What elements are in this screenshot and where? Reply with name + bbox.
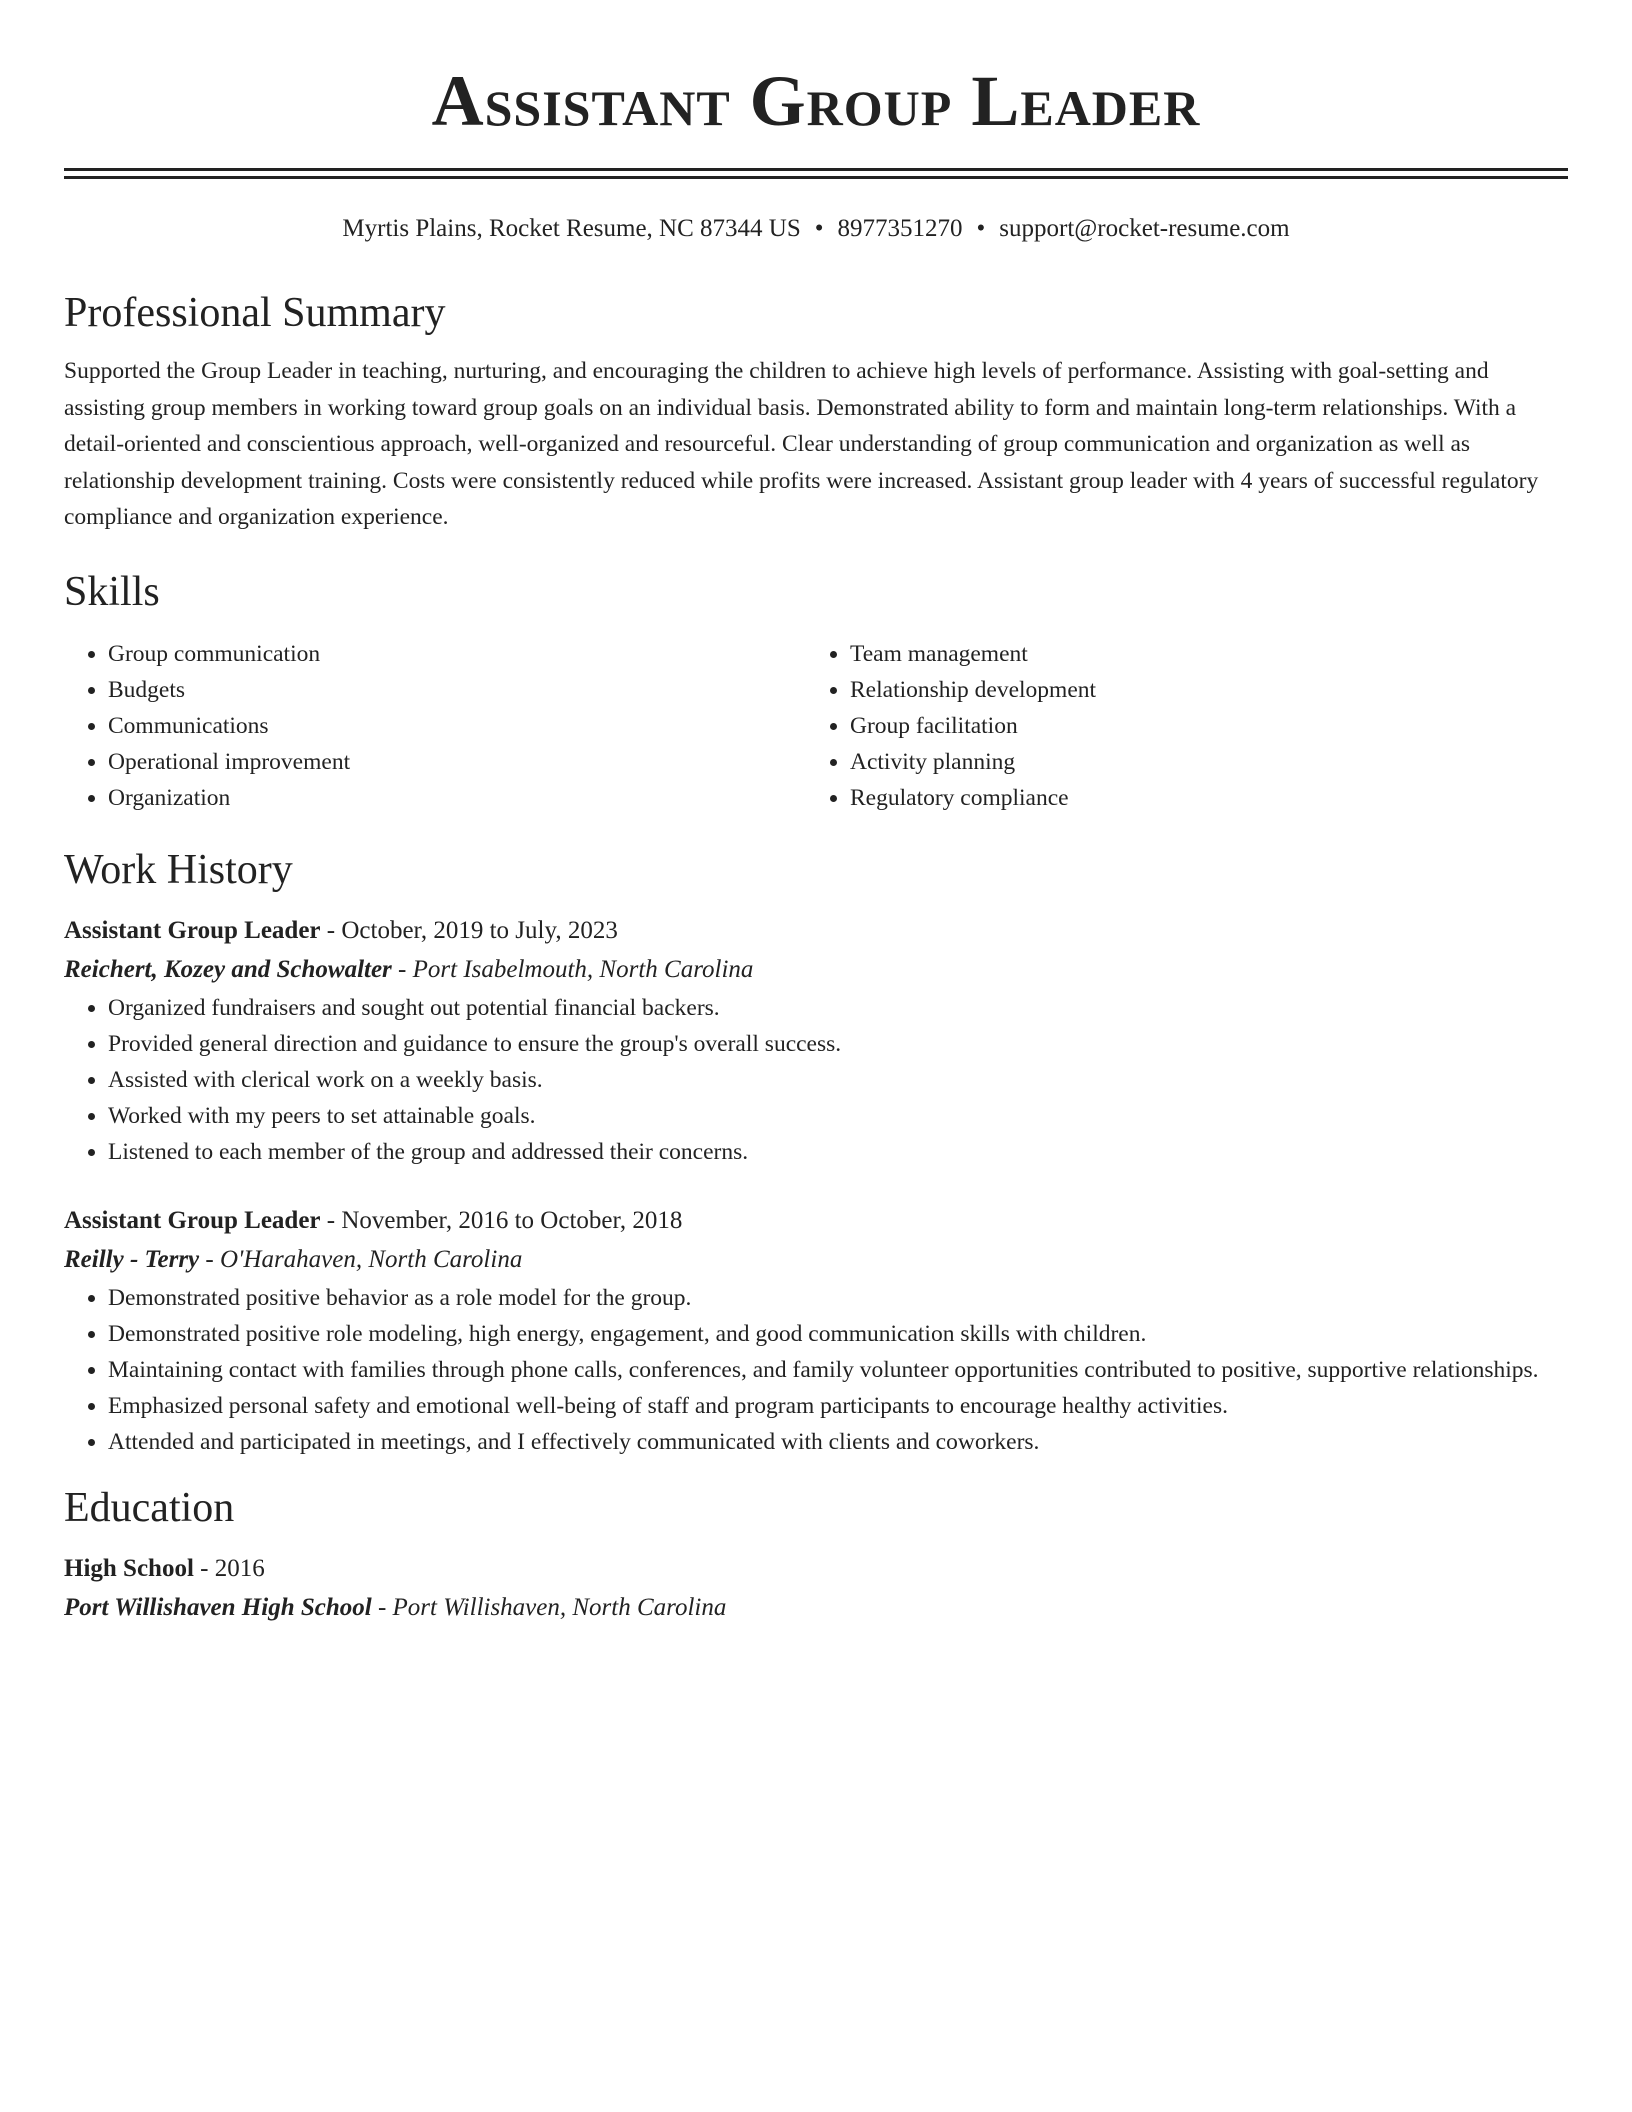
job-duties <box>64 1280 1568 1460</box>
skill-item: • Relationship development <box>850 672 1548 708</box>
employer-name: Reichert, Kozey and Schowalter <box>64 955 392 983</box>
job-entry <box>64 912 1568 1170</box>
contact-phone: 8977351270 <box>837 215 963 242</box>
job-duties <box>64 990 1568 1170</box>
skill-item: • Organization <box>108 780 806 816</box>
skill-item: • Regulatory compliance <box>850 780 1548 816</box>
education-school-line <box>64 1588 1568 1628</box>
job-duty: • Worked with my peers to set attainable goals. <box>108 1098 1568 1134</box>
work-history-heading: Work History <box>64 846 293 893</box>
education-school: Port Willishaven High School <box>64 1593 372 1621</box>
skills-column-right <box>806 636 1548 816</box>
contact-separator: • <box>814 215 824 242</box>
contact-address: Myrtis Plains, Rocket Resume, NC 87344 US <box>342 215 801 242</box>
skill-item: • Budgets <box>108 672 806 708</box>
job-duty: • Organized fundraisers and sought out potential financial backers. <box>108 990 1568 1026</box>
job-duty: • Attended and participated in meetings, and I effectively communicated with clients and coworkers. <box>108 1424 1568 1460</box>
job-title-line <box>64 1202 1568 1240</box>
dash: - <box>193 1554 215 1582</box>
job-dates: November, 2016 to October, 2018 <box>341 1206 683 1234</box>
skill-item: • Team management <box>850 636 1548 672</box>
dash: - <box>320 916 342 944</box>
contact-separator: • <box>976 215 986 242</box>
education-year: 2016 <box>214 1554 265 1582</box>
title-divider <box>64 168 1568 179</box>
employer-name: Reilly - Terry <box>64 1245 200 1273</box>
job-duty: • Maintaining contact with families through phone calls, conferences, and family volunteer opportunities contributed to positive, supportive relationships. <box>108 1352 1568 1388</box>
education-location: Port Willishaven, North Carolina <box>392 1593 727 1621</box>
contact-line <box>64 211 1568 247</box>
job-duty: • Emphasized personal safety and emotional well-being of staff and program participants to encourage healthy activities. <box>108 1388 1568 1424</box>
job-title: Assistant Group Leader <box>64 1206 321 1234</box>
dash: - <box>199 1245 220 1273</box>
job-duty: • Listened to each member of the group and addressed their concerns. <box>108 1134 1568 1170</box>
job-duty: • Demonstrated positive behavior as a role model for the group. <box>108 1280 1568 1316</box>
skill-item: • Communications <box>108 708 806 744</box>
skills-list <box>64 636 1568 816</box>
employer-location: Port Isabelmouth, North Carolina <box>412 955 754 983</box>
skills-column-left <box>64 636 806 816</box>
education-degree: High School <box>64 1554 194 1582</box>
job-title: Assistant Group Leader <box>64 916 321 944</box>
resume-title: Assistant Group Leader <box>431 61 1201 141</box>
skill-item: • Group facilitation <box>850 708 1548 744</box>
skill-item: • Activity planning <box>850 744 1548 780</box>
summary-text: Supported the Group Leader in teaching, nurturing, and encouraging the children to achieve high levels of performance. Assisting with goal-setting and assisting group members in working toward group goals on an individual basis. Demonstrated ability to form and maintain long-term relationships. With a detail-oriented and conscientious approach, well-organized and resourceful. Clear understanding of group communication and organization as well as relationship development training. Costs were consistently reduced while profits were increased. Assistant group leader with 4 years of successful regulatory compliance and organization experience. <box>64 358 1539 530</box>
summary-heading: Professional Summary <box>64 290 446 336</box>
job-duty: • Assisted with clerical work on a weekly basis. <box>108 1062 1568 1098</box>
education-degree-line <box>64 1550 1568 1588</box>
employer-line <box>64 1240 1568 1280</box>
job-entry <box>64 1202 1568 1460</box>
skill-item: • Group communication <box>108 636 806 672</box>
job-dates: October, 2019 to July, 2023 <box>341 916 618 944</box>
job-title-line <box>64 912 1568 950</box>
dash: - <box>391 955 413 983</box>
job-duty: • Demonstrated positive role modeling, high energy, engagement, and good communication skills with children. <box>108 1316 1568 1352</box>
contact-email: support@rocket-resume.com <box>999 215 1290 242</box>
skill-item: • Operational improvement <box>108 744 806 780</box>
skills-heading: Skills <box>64 568 160 615</box>
employer-line <box>64 950 1568 990</box>
education-heading: Education <box>64 1484 235 1531</box>
job-duty: • Provided general direction and guidance to ensure the group's overall success. <box>108 1026 1568 1062</box>
employer-location: O'Harahaven, North Carolina <box>219 1245 523 1273</box>
resume-page <box>64 0 1568 1628</box>
dash: - <box>320 1206 342 1234</box>
dash: - <box>371 1593 393 1621</box>
